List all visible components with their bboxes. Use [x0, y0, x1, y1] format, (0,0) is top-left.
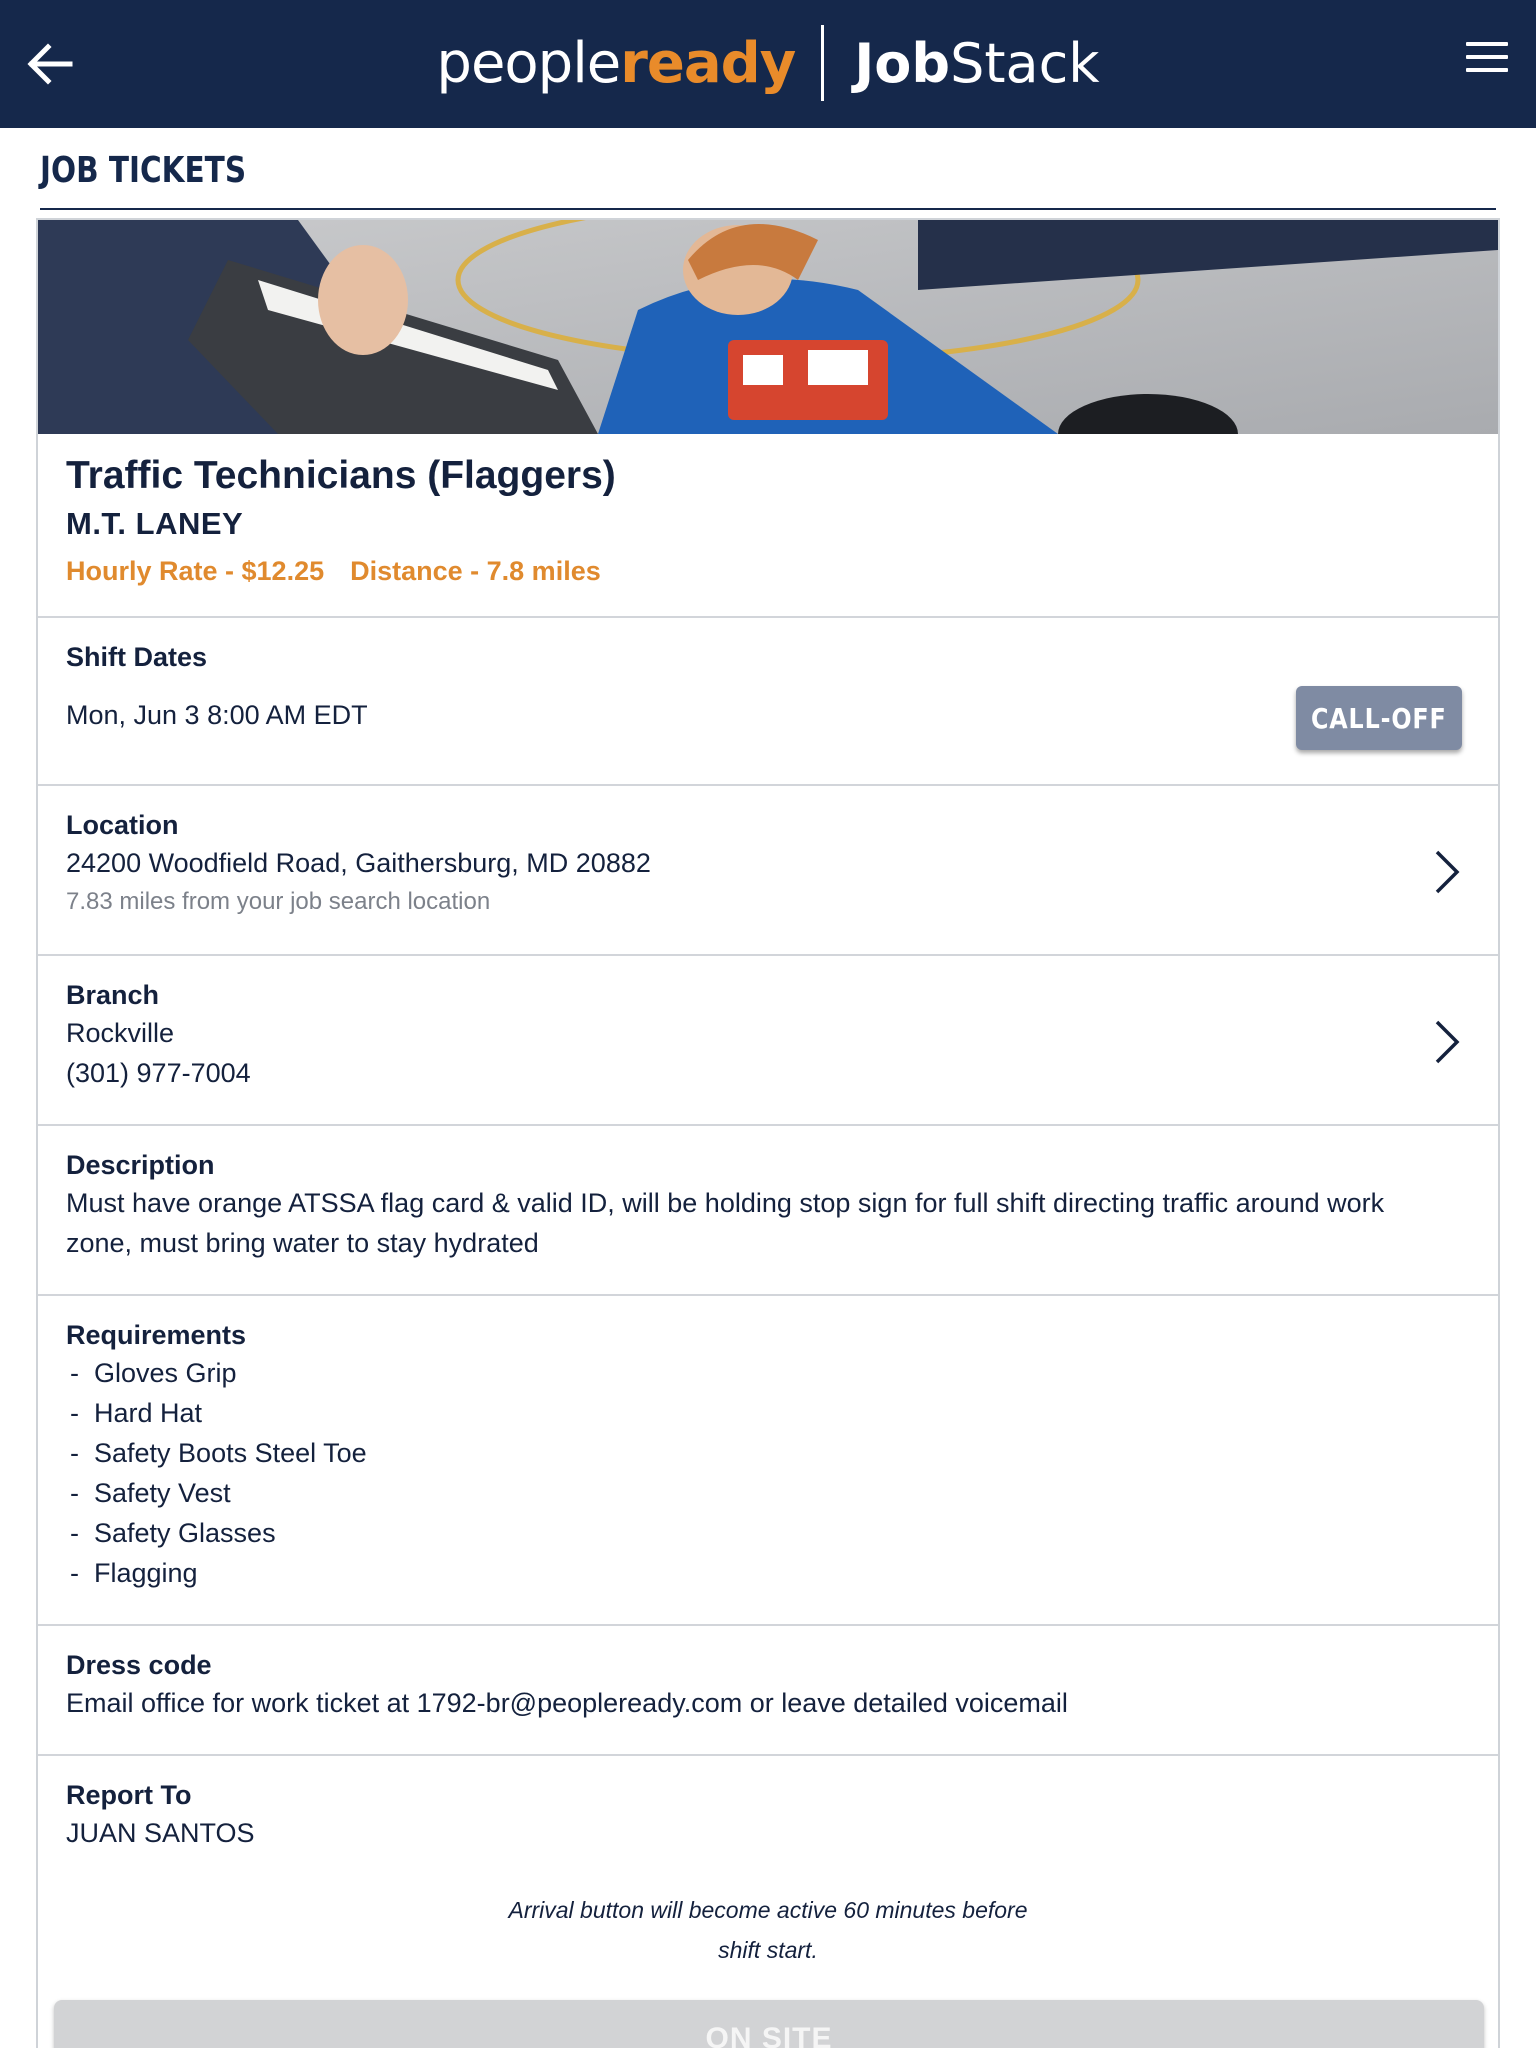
location-address: 24200 Woodfield Road, Gaithersburg, MD 20882	[66, 848, 651, 878]
location-label: Location	[66, 810, 179, 840]
list-item: - Safety Glasses	[70, 1518, 276, 1548]
brand-job-text: Job	[854, 31, 951, 95]
arrival-note-line-2: shift start.	[718, 1937, 818, 1963]
requirements-label: Requirements	[66, 1320, 247, 1350]
location-distance-note: 7.83 miles from your job search location	[66, 888, 491, 915]
arrival-note	[38, 1890, 1498, 1970]
list-item: - Safety Boots Steel Toe	[70, 1438, 367, 1468]
list-item: - Flagging	[70, 1558, 198, 1588]
company-name: M.T. LANEY	[66, 506, 244, 541]
dress-code-label: Dress code	[66, 1650, 212, 1680]
description-section	[38, 1124, 1498, 1294]
report-to-label: Report To	[66, 1780, 192, 1810]
title-divider	[40, 208, 1496, 210]
branch-name: Rockville	[66, 1018, 175, 1048]
hourly-rate: Hourly Rate - $12.25	[66, 556, 325, 586]
job-title: Traffic Technicians (Flaggers)	[66, 454, 616, 497]
job-distance: Distance - 7.8 miles	[350, 556, 601, 586]
job-ticket-card	[36, 218, 1500, 2048]
brand-ready-text: ready	[620, 30, 796, 96]
list-item: - Safety Vest	[70, 1478, 231, 1508]
brand-divider	[821, 25, 824, 101]
branch-label: Branch	[66, 980, 160, 1010]
report-to-section	[38, 1754, 1498, 1874]
chevron-right-icon[interactable]	[1432, 1018, 1462, 1066]
page-title: JOB TICKETS	[40, 150, 247, 191]
description-line-2: zone, must bring water to stay hydrated	[66, 1228, 539, 1258]
dress-code-section	[38, 1624, 1498, 1754]
call-off-label: CALL-OFF	[1311, 701, 1447, 735]
branch-section[interactable]	[38, 954, 1498, 1124]
brand-stack-text: Stack	[950, 31, 1100, 95]
description-label: Description	[66, 1150, 215, 1180]
shift-date-value: Mon, Jun 3 8:00 AM EDT	[66, 700, 368, 730]
requirements-list	[66, 1353, 367, 1593]
brand-people-text: people	[436, 30, 621, 96]
chevron-right-icon[interactable]	[1432, 848, 1462, 896]
arrival-note-line-1: Arrival button will become active 60 minutes before	[508, 1897, 1028, 1923]
list-item: - Gloves Grip	[70, 1358, 237, 1388]
job-hero-image	[38, 220, 1498, 434]
branch-phone: (301) 977-7004	[66, 1058, 251, 1088]
requirements-section	[38, 1294, 1498, 1624]
shift-dates-label: Shift Dates	[66, 642, 208, 672]
job-summary-section	[38, 434, 1498, 616]
brand-logo	[0, 18, 1536, 108]
app-header	[0, 0, 1536, 128]
location-section[interactable]	[38, 784, 1498, 954]
job-meta	[66, 556, 616, 587]
call-off-button[interactable]	[1296, 686, 1462, 750]
report-to-name: JUAN SANTOS	[66, 1818, 255, 1848]
hamburger-menu-icon	[1466, 42, 1512, 72]
on-site-button[interactable]: ON SITE	[54, 2000, 1484, 2048]
list-item: - Hard Hat	[70, 1398, 203, 1428]
description-line-1: Must have orange ATSSA flag card & valid ID, will be holding stop sign for full shift directing traffic around work	[66, 1188, 1385, 1218]
menu-button[interactable]	[1466, 42, 1512, 82]
dress-code-text: Email office for work ticket at 1792-br@peopleready.com or leave detailed voicemail	[66, 1688, 1068, 1718]
shift-dates-section	[38, 616, 1498, 784]
